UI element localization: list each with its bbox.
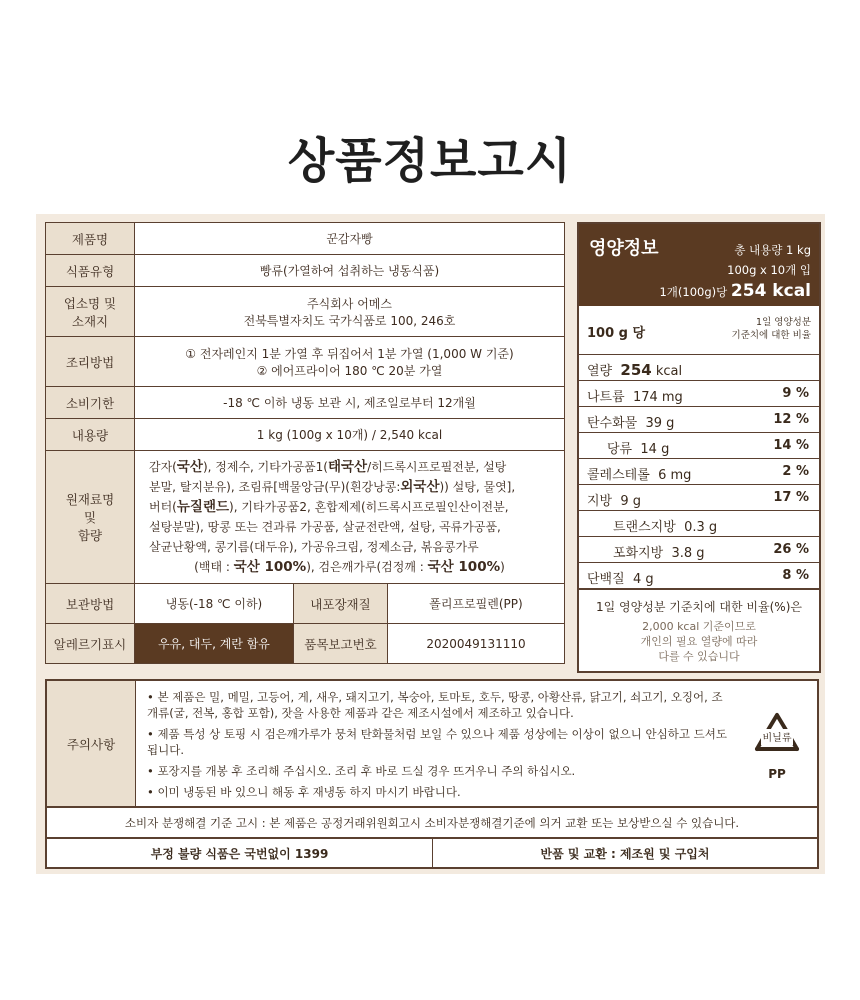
nutrient-name: 나트륨 174 mg [587,390,683,405]
footnote-line: 1일 영양성분 기준치에 대한 비율(%)은 [596,600,802,614]
dispute-notice: 소비자 분쟁해결 기준 고시 : 본 제품은 공정거래위원회고시 소비자분쟁해결기준에 의거 교환 또는 보상받으실 수 있습니다. [45,806,819,839]
table-row [46,287,565,337]
company-label [46,287,135,337]
nutrient-row [579,433,819,459]
nutrition-header [579,224,819,306]
report-number-value: 2020049131110 [388,624,565,664]
nutrition-total: 총 내용량 1 kg [734,243,811,257]
table-row [46,255,565,287]
daily-ratio-note: 1일 영양성분 기준치에 대한 비율 [731,317,811,341]
nutrient-name: 트랜스지방 0.3 g [613,520,718,535]
footnote-detail: 2,000 kcal 기준이므로 개인의 필요 열량에 따라 다를 수 있습니다 [640,620,758,663]
nutrient-pct: 2 % [782,464,809,479]
nutrient-name: 단백질 4 g [587,572,654,587]
nutrition-footnote [579,592,819,664]
nutrient-name: 열량 254 kcal [587,361,683,379]
nutrition-title: 영양정보 [589,238,659,259]
report-hotline: 부정 불량 식품은 국번없이 1399 [47,839,433,867]
nutrition-per-unit [659,281,811,301]
ingredients-value [135,451,565,584]
allergy-label: 알레르기표시 [46,624,135,664]
nutrient-row [579,381,819,407]
nutrient-pct: 12 % [773,412,809,427]
ingredients-line: 분말, 탈지분유), 조림류[백물앙금(무)(흰강낭콩:외국산)) 설탕, 물엿], [149,479,516,495]
expiry-label: 소비기한 [46,387,135,419]
bottom-notice [45,837,819,869]
table-row [46,387,565,419]
nutrient-name: 콜레스테롤 6 mg [587,468,692,483]
company-value [135,287,565,337]
volume-label: 내용량 [46,419,135,451]
nutrient-row [579,355,819,381]
nutrition-per-row [579,306,819,355]
company-name: 주식회사 어메스 [307,296,392,311]
recycle-mark-icon [747,711,807,781]
caution-item: • 이미 냉동된 바 있으니 해동 후 재냉동 하지 마시기 바랍니다. [147,785,461,799]
food-type-label: 식품유형 [46,255,135,287]
packaging-label: 내포장재질 [294,584,388,624]
caution-item: • 본 제품은 밀, 메밀, 고등어, 게, 새우, 돼지고기, 복숭아, 토마토, 호두, 땅콩, 아황산류, 닭고기, 쇠고기, 오징어, 조개류(굴, 전복, 홍합 포함), 잣을 사용한 제품과 같은 제조시설에서 제조하고 있습니다. [147,690,723,720]
caution-label: 주의사항 [47,681,136,806]
caution-item: • 제품 특성 상 토핑 시 검은깨가루가 뭉쳐 탄화물처럼 보일 수 있으나 제품 성상에는 이상이 없으니 안심하고 드셔도 됩니다. [147,727,727,757]
nutrition-pack: 100g x 10개 입 [727,263,811,277]
volume-value: 1 kg (100g x 10개) / 2,540 kcal [135,419,565,451]
nutrient-row [579,459,819,485]
company-address: 전북특별자치도 국가식품로 100, 246호 [243,313,456,328]
table-row [46,624,565,664]
product-name-value: 꾼감자빵 [135,223,565,255]
svg-text:비닐류: 비닐류 [762,733,792,744]
nutrient-row [579,511,819,537]
ingredients-line: 버터(뉴질랜드), 기타가공품2, 혼합제제(히드록시프로필인산이전분, [149,499,509,515]
storage-value: 냉동(-18 ℃ 이하) [135,584,294,624]
nutrient-name: 탄수화물 39 g [587,416,675,431]
nutrient-name: 당류 14 g [607,442,670,457]
per-unit-label: 1개(100g)당 [659,285,728,299]
nutrient-row [579,485,819,511]
nutrient-pct: 26 % [773,542,809,557]
caution-item: • 포장지를 개봉 후 조리해 주십시오. 조리 후 바로 드실 경우 뜨거우니 주의 하십시오. [147,764,576,778]
company-label-line: 업소명 및 [63,295,117,311]
nutrient-pct: 17 % [773,490,809,505]
cooking-step: ① 전자레인지 1분 가열 후 뒤집어서 1분 가열 (1,000 W 기준) [185,346,514,361]
exchange-info: 반품 및 교환 : 제조원 및 구입처 [540,846,710,861]
ingredients-line: (백태 : 국산 100%), 검은깨가루(검정깨 : 국산 100%) [194,559,505,575]
ingredients-label-line: 원재료명 [65,492,115,507]
ingredients-label [46,451,135,584]
page-title: 상품정보고시 [287,133,573,189]
table-row [46,419,565,451]
ingredients-line: 감자(국산), 정제수, 기타가공품1(태국산/히드록시프로필전분, 설탕 [149,459,507,475]
nutrient-pct: 14 % [773,438,809,453]
caution-list [147,689,727,805]
food-type-value: 빵류(가열하여 섭취하는 냉동식품) [135,255,565,287]
product-name-label: 제품명 [46,223,135,255]
cooking-step: ② 에어프라이어 180 ℃ 20분 가열 [256,363,443,378]
nutrition-facts [577,222,821,673]
product-info-table [45,222,565,664]
nutrient-row [579,563,819,590]
expiry-value: -18 ℃ 이하 냉동 보관 시, 제조일로부터 12개월 [135,387,565,419]
nutrient-pct: 9 % [782,386,809,401]
per-100g-label: 100 g 당 [587,326,646,341]
ingredients-label-line: 및 [83,510,97,525]
cooking-value [135,337,565,387]
storage-label: 보관방법 [46,584,135,624]
table-row [46,223,565,255]
caution-section [45,679,819,808]
nutrient-row [579,407,819,433]
table-row [46,337,565,387]
ingredients-label-line: 함량 [77,528,103,543]
report-number-label: 품목보고번호 [294,624,388,664]
ingredients-line: 설탕분말), 땅콩 또는 견과류 가공품, 살균전란액, 설탕, 곡류가공품, [149,520,501,534]
nutrient-name: 지방 9 g [587,494,642,509]
allergy-value: 우유, 대두, 계란 함유 [135,624,294,664]
ingredients-line: 살균난황액, 콩기름(대두유), 가공유크림, 정제소금, 볶음콩가루 [149,540,479,554]
nutrient-name: 포화지방 3.8 g [613,546,705,561]
company-label-line: 소재지 [71,313,109,329]
table-row [46,451,565,584]
nutrient-pct: 8 % [782,568,809,583]
nutrient-row [579,537,819,563]
table-row [46,584,565,624]
cooking-label: 조리방법 [46,337,135,387]
recycle-material: PP [768,767,786,781]
per-unit-kcal: 254 kcal [730,281,811,301]
packaging-value: 폴리프로필렌(PP) [388,584,565,624]
